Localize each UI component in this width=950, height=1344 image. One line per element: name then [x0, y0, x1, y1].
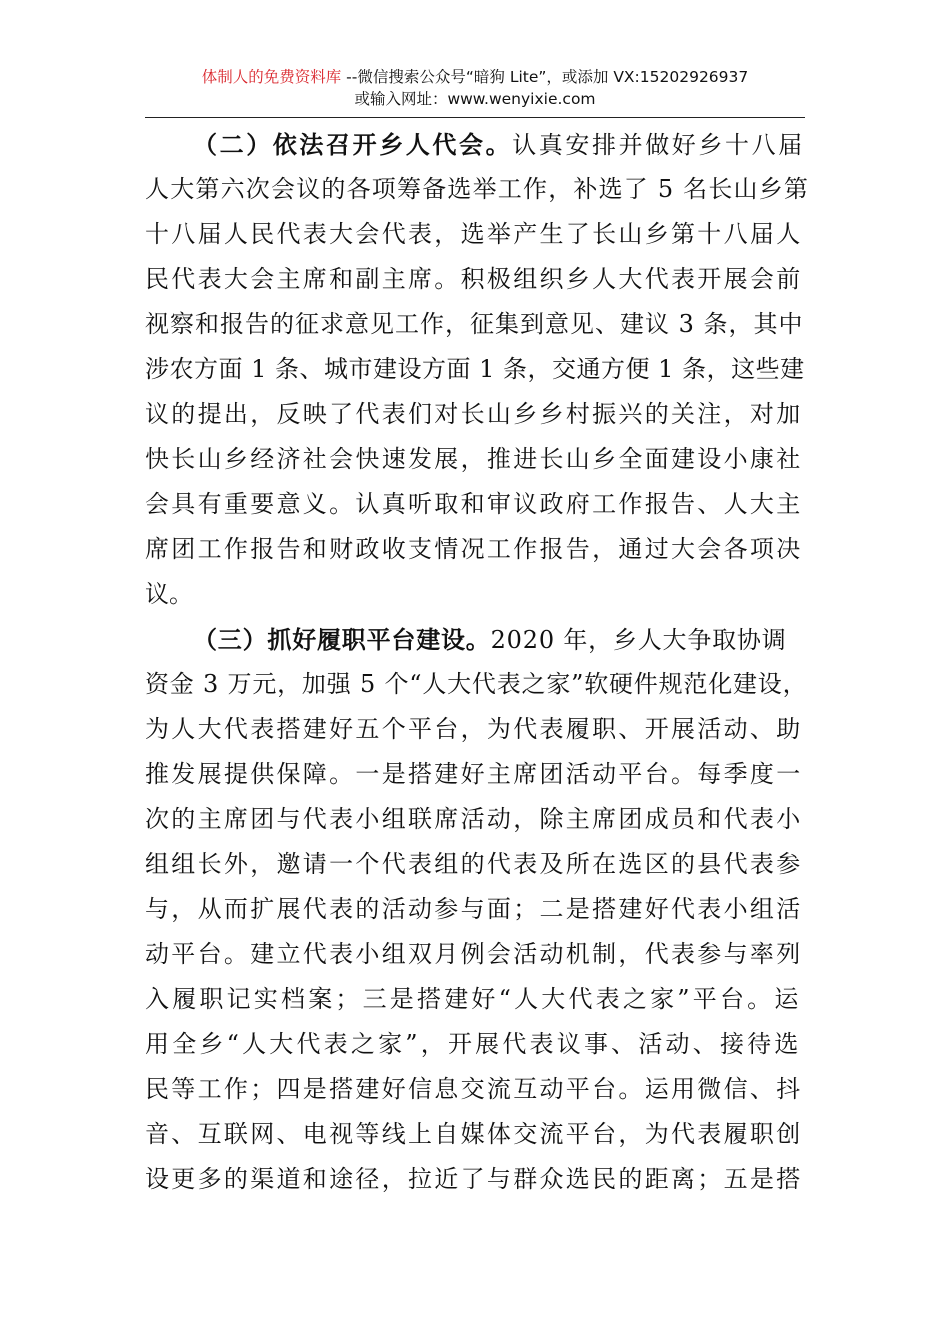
text-line: 组组长外，邀请一个代表组的代表及所在选区的县代表参	[145, 850, 803, 878]
document-body	[145, 122, 809, 1202]
text-line: 推发展提供保障。一是搭建好主席团活动平台。每季度一	[145, 760, 803, 788]
header-line-1	[0, 66, 950, 88]
header-divider	[145, 117, 805, 118]
line-text: 2020 年，乡人大争取协调	[490, 626, 787, 654]
header-line-2: 或输入网址：www.wenyixie.com	[354, 90, 596, 108]
text-line: 涉农方面 1 条、城市建设方面 1 条，交通方便 1 条，这些建	[145, 355, 805, 383]
section-heading-2: （二）依法召开乡人代会。	[193, 130, 513, 159]
text-line: 次的主席团与代表小组联席活动，除主席团成员和代表小	[145, 805, 803, 833]
text-line: 动平台。建立代表小组双月例会活动机制，代表参与率列	[145, 940, 803, 968]
header-info: --微信搜索公众号“暗狗 Lite”，或添加 VX:15202926937	[341, 68, 749, 86]
text-line: 用全乡“人大代表之家”，开展代表议事、活动、接待选	[145, 1030, 802, 1058]
text-line: 与，从而扩展代表的活动参与面；二是搭建好代表小组活	[145, 895, 803, 923]
text-line: 议。	[145, 580, 193, 608]
header-brand: 体制人的免费资料库	[201, 68, 342, 86]
text-line: 入履职记实档案；三是搭建好“人大代表之家”平台。运	[145, 985, 802, 1013]
text-line	[145, 617, 809, 662]
text-line: 民等工作；四是搭建好信息交流互动平台。运用微信、抖	[145, 1075, 803, 1103]
text-line: 议的提出，反映了代表们对长山乡乡村振兴的关注，对加	[145, 400, 803, 428]
text-line	[145, 122, 809, 167]
text-line: 为人大代表搭建好五个平台，为代表履职、开展活动、助	[145, 715, 803, 743]
text-line: 人大第六次会议的各项筹备选举工作，补选了 5 名长山乡第	[145, 175, 810, 203]
text-line: 席团工作报告和财政收支情况工作报告，通过大会各项决	[145, 535, 803, 563]
text-line: 设更多的渠道和途径，拉近了与群众选民的距离；五是搭	[145, 1165, 803, 1193]
text-line: 十八届人民代表大会代表，选举产生了长山乡第十八届人	[145, 220, 803, 248]
line-text: 认真安排并做好乡十八届	[512, 131, 805, 159]
text-line: 会具有重要意义。认真听取和审议政府工作报告、人大主	[145, 490, 803, 518]
text-line: 视察和报告的征求意见工作，征集到意见、建议 3 条，其中	[145, 310, 804, 338]
text-line: 民代表大会主席和副主席。积极组织乡人大代表开展会前	[145, 265, 803, 293]
text-line: 音、互联网、电视等线上自媒体交流平台，为代表履职创	[145, 1120, 803, 1148]
section-heading-3: （三）抓好履职平台建设。	[193, 625, 491, 654]
text-line: 资金 3 万元，加强 5 个“人大代表之家”软硬件规范化建设，	[145, 670, 808, 698]
page-header	[0, 66, 950, 110]
text-line: 快长山乡经济社会快速发展，推进长山乡全面建设小康社	[145, 445, 803, 473]
